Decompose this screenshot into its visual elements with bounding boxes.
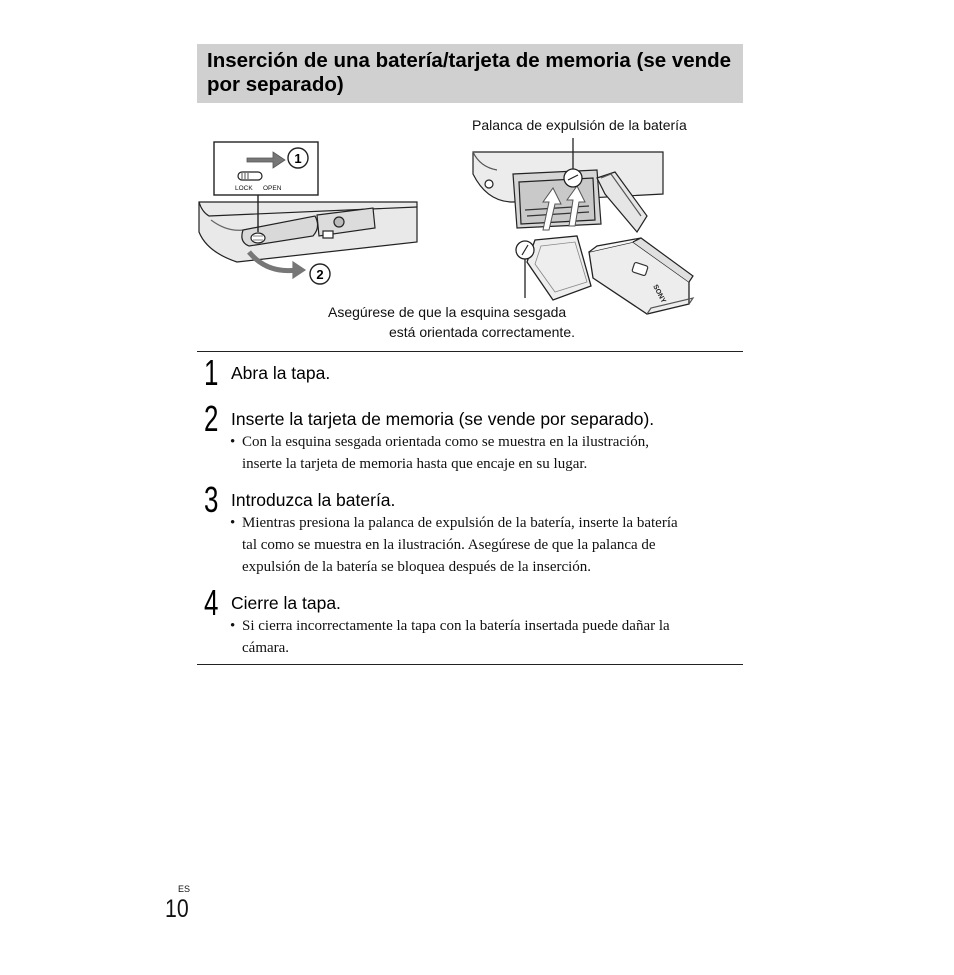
corner-caption-line2: está orientada correctamente. bbox=[389, 324, 575, 340]
language-code: ES bbox=[178, 884, 191, 894]
bullet-line: Con la esquina sesgada orientada como se muestra en la ilustración, bbox=[242, 434, 649, 450]
bullet-line: expulsión de la batería se bloquea después de la inserción. bbox=[242, 559, 592, 575]
step-2-bullet bbox=[230, 431, 744, 475]
bullet-dot: • bbox=[230, 618, 236, 634]
section-title: Inserción de una batería/tarjeta de memoria (se vende por separado) bbox=[207, 49, 732, 96]
memory-card bbox=[527, 236, 591, 300]
section-title-bar bbox=[197, 44, 743, 103]
step-2-number: 2 bbox=[204, 398, 219, 439]
step-4-title: Cierre la tapa. bbox=[231, 593, 341, 613]
bullet-line: inserte la tarjeta de memoria hasta que encaje en su lugar. bbox=[242, 456, 588, 472]
step-1-title: Abra la tapa. bbox=[231, 363, 331, 383]
bullet-line: cámara. bbox=[242, 640, 290, 656]
bullet-dot: • bbox=[230, 515, 236, 531]
callout-2: 2 bbox=[316, 267, 324, 282]
bullet-line: Si cierra incorrectamente la tapa con la batería insertada puede dañar la bbox=[242, 618, 670, 634]
battery-pack bbox=[589, 238, 693, 314]
step-1-number: 1 bbox=[204, 352, 219, 393]
switch-open-label: OPEN bbox=[263, 185, 282, 192]
camera-left-body bbox=[199, 202, 417, 262]
callout-1: 1 bbox=[294, 151, 302, 166]
bullet-line: tal como se muestra en la ilustración. Asegúrese de que la palanca de bbox=[242, 537, 656, 553]
steps-bottom-rule bbox=[197, 664, 743, 665]
step-2-title: Inserte la tarjeta de memoria (se vende por separado). bbox=[231, 409, 655, 429]
bullet-dot: • bbox=[230, 434, 236, 450]
step-3-bullet bbox=[230, 512, 744, 578]
battery-brand: SONY bbox=[651, 283, 667, 305]
bullet-line: Mientras presiona la palanca de expulsión de la batería, inserte la batería bbox=[242, 515, 678, 531]
step-4-bullet bbox=[230, 615, 744, 659]
step-3-number: 3 bbox=[204, 479, 219, 520]
lever-caption: Palanca de expulsión de la batería bbox=[472, 117, 687, 133]
page-number: 10 bbox=[165, 895, 189, 923]
steps-top-rule bbox=[197, 351, 743, 352]
step-4-number: 4 bbox=[204, 582, 219, 623]
step-3-title: Introduzca la batería. bbox=[231, 490, 396, 510]
corner-caption-line1: Asegúrese de que la esquina sesgada bbox=[328, 304, 567, 320]
switch-lock-label: LOCK bbox=[235, 185, 253, 192]
